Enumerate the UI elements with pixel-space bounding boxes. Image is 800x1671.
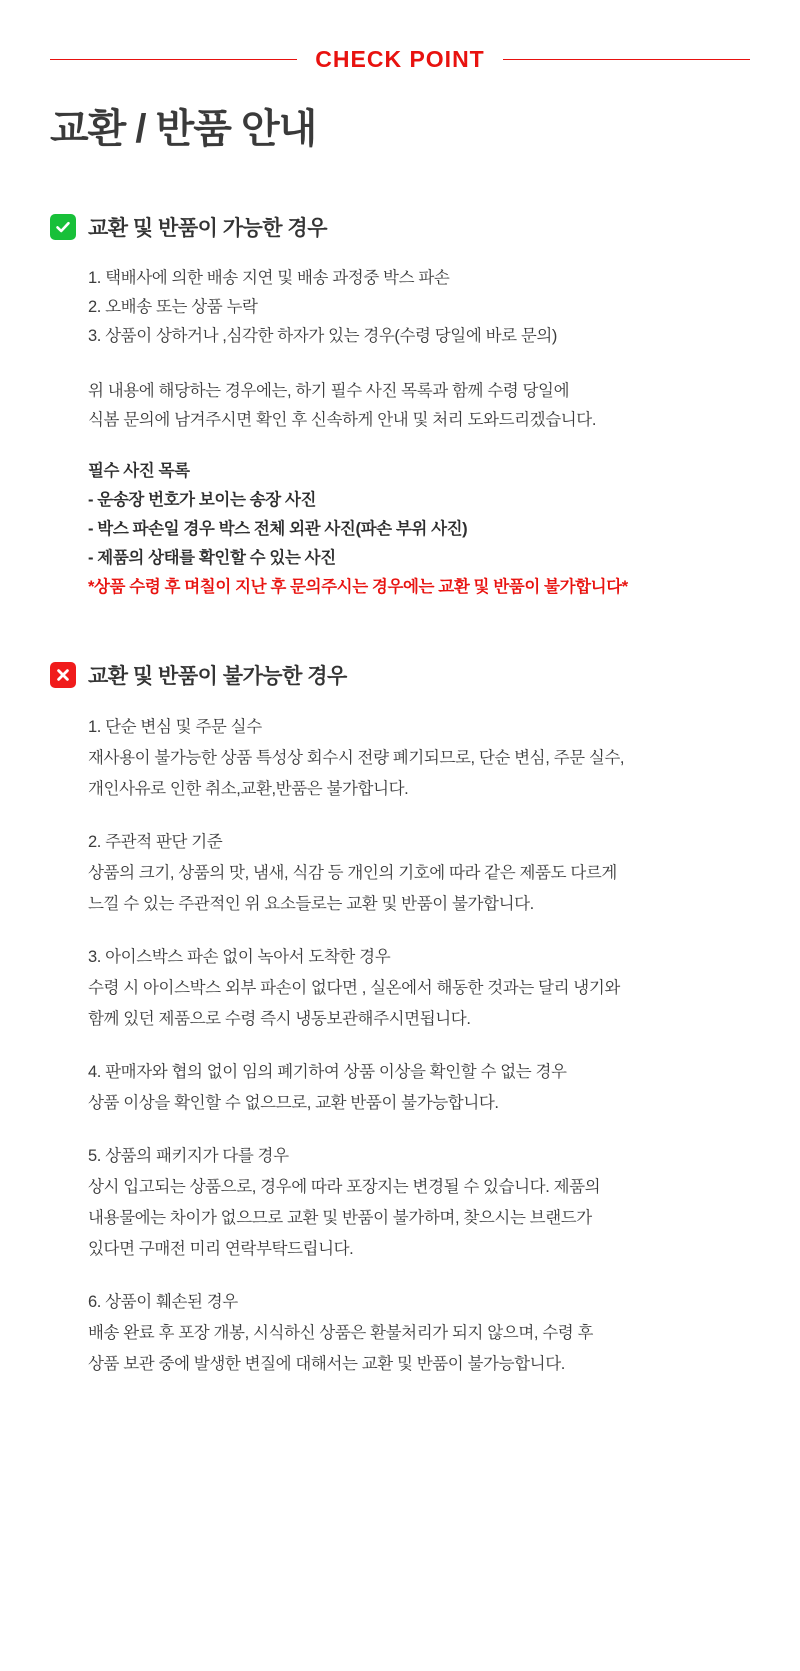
section-title-denied: 교환 및 반품이 불가능한 경우 — [88, 665, 347, 688]
denied-entry — [88, 712, 750, 805]
spacer — [88, 920, 750, 942]
entry-line: 수령 시 아이스박스 외부 파손이 없다면 , 실온에서 해동한 것과는 달리 냉기와 — [88, 979, 620, 997]
checkpoint-header — [50, 0, 750, 73]
spacer — [88, 351, 750, 377]
warning-text: *상품 수령 후 며칠이 지난 후 문의주시는 경우에는 교환 및 반품이 불가합니다* — [88, 578, 628, 596]
list-item: 3. 상품이 상하거나 ,심각한 하자가 있는 경우(수령 당일에 바로 문의) — [88, 327, 558, 345]
required-photo-item: - 박스 파손일 경우 박스 전체 외관 사진(파손 부위 사진) — [88, 520, 468, 538]
page-title: 교환 / 반품 안내 — [50, 107, 317, 151]
section-exchange-allowed — [50, 212, 750, 602]
entry-line: 상품 이상을 확인할 수 없으므로, 교환 반품이 불가능합니다. — [88, 1094, 499, 1112]
section-title-allowed: 교환 및 반품이 가능한 경우 — [88, 217, 327, 240]
entry-heading: 5. 상품의 패키지가 다를 경우 — [88, 1147, 289, 1165]
cross-icon — [50, 662, 76, 688]
denied-entry — [88, 827, 750, 920]
entry-line: 있다면 구매전 미리 연락부탁드립니다. — [88, 1240, 354, 1258]
entry-heading: 6. 상품이 훼손된 경우 — [88, 1293, 238, 1311]
divider-left — [50, 59, 297, 60]
spacer — [88, 1035, 750, 1057]
denied-entry — [88, 1287, 750, 1380]
entry-line: 상시 입고되는 상품으로, 경우에 따라 포장지는 변경될 수 있습니다. 제품의 — [88, 1178, 601, 1196]
list-item: 2. 오배송 또는 상품 누락 — [88, 298, 258, 316]
section-header — [50, 212, 750, 242]
divider-right — [503, 59, 750, 60]
spacer — [88, 435, 750, 457]
entry-heading: 4. 판매자와 협의 없이 임의 폐기하여 상품 이상을 확인할 수 없는 경우 — [88, 1063, 567, 1081]
spacer — [88, 805, 750, 827]
required-photo-item: - 제품의 상태를 확인할 수 있는 사진 — [88, 549, 336, 567]
entry-line: 함께 있던 제품으로 수령 즉시 냉동보관해주시면됩니다. — [88, 1010, 471, 1028]
section-body-denied — [88, 712, 750, 1380]
spacer — [88, 1265, 750, 1287]
list-item: 1. 택배사에 의한 배송 지연 및 배송 과정중 박스 파손 — [88, 269, 450, 287]
checkpoint-label: CHECK POINT — [315, 46, 485, 72]
required-photos-heading: 필수 사진 목록 — [88, 462, 190, 480]
entry-line: 재사용이 불가능한 상품 특성상 회수시 전량 폐기되므로, 단순 변심, 주문 실수, — [88, 749, 625, 767]
entry-line: 느낄 수 있는 주관적인 위 요소들로는 교환 및 반품이 불가합니다. — [88, 895, 534, 913]
entry-heading: 2. 주관적 판단 기준 — [88, 833, 223, 851]
entry-line: 내용물에는 차이가 없으므로 교환 및 반품이 불가하며, 찾으시는 브랜드가 — [88, 1209, 592, 1227]
entry-line: 상품의 크기, 상품의 맛, 냄새, 식감 등 개인의 기호에 따라 같은 제품도 다르게 — [88, 864, 617, 882]
entry-line: 상품 보관 중에 발생한 변질에 대해서는 교환 및 반품이 불가능합니다. — [88, 1355, 565, 1373]
spacer — [88, 1119, 750, 1141]
entry-heading: 3. 아이스박스 파손 없이 녹아서 도착한 경우 — [88, 948, 391, 966]
entry-line: 배송 완료 후 포장 개봉, 시식하신 상품은 환불처리가 되지 않으며, 수령 후 — [88, 1324, 594, 1342]
required-photo-item: - 운송장 번호가 보이는 송장 사진 — [88, 491, 317, 509]
entry-heading: 1. 단순 변심 및 주문 실수 — [88, 718, 262, 736]
section-body-allowed — [88, 264, 750, 602]
section-exchange-denied — [50, 660, 750, 1380]
section-header — [50, 660, 750, 690]
entry-line: 개인사유로 인한 취소,교환,반품은 불가합니다. — [88, 780, 409, 798]
check-icon — [50, 214, 76, 240]
denied-entry — [88, 1141, 750, 1265]
note-line: 위 내용에 해당하는 경우에는, 하기 필수 사진 목록과 함께 수령 당일에 — [88, 382, 570, 400]
note-line: 식봄 문의에 남겨주시면 확인 후 신속하게 안내 및 처리 도와드리겠습니다. — [88, 411, 597, 429]
denied-entry — [88, 942, 750, 1035]
denied-entry — [88, 1057, 750, 1119]
